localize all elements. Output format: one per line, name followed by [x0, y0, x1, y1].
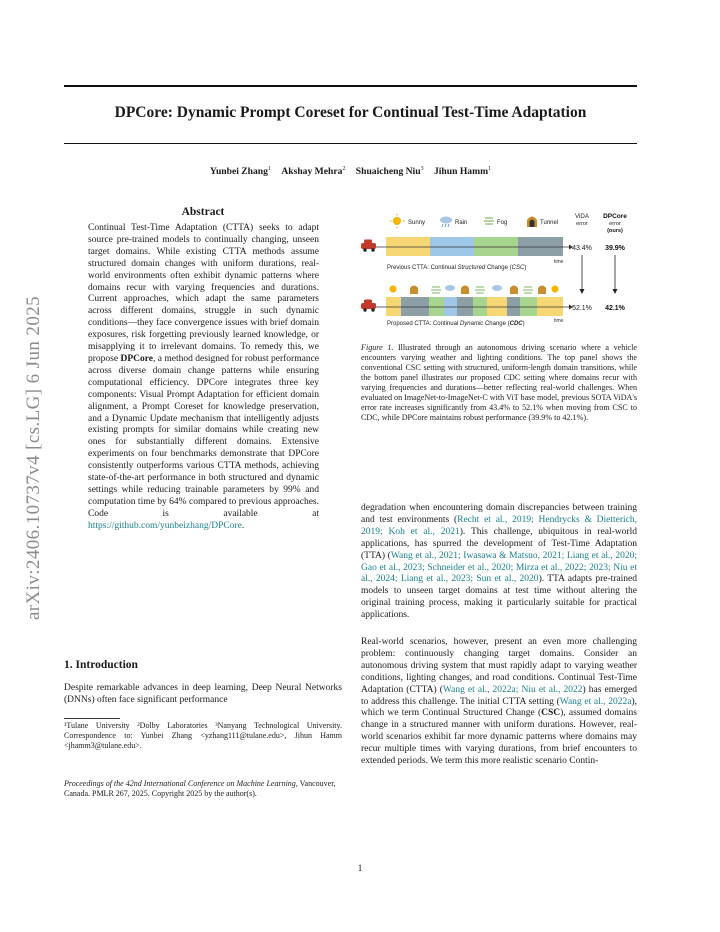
cdc-dpcore-error: 42.1%	[605, 305, 625, 312]
vida-column-subheader: error	[576, 221, 588, 227]
cdc-timeline	[376, 297, 573, 316]
sun-icon	[390, 214, 405, 229]
citation-link[interactable]: Wang et al., 2022a	[559, 696, 632, 707]
csc-vida-error: 43.4%	[572, 245, 592, 252]
intro-paragraph: Despite remarkable advances in deep learning, Deep Neural Networks (DNNs) often face significant performance	[64, 683, 342, 705]
abstract-heading: Abstract	[181, 206, 225, 218]
title-bottom-rule	[64, 143, 637, 144]
segment-tunnel	[518, 237, 563, 256]
code-link[interactable]: https://github.com/yunbeizhang/DPCore	[88, 520, 242, 531]
legend-tunnel: Tunnel	[540, 220, 559, 226]
dpcore-column-header: DPCore	[603, 213, 627, 220]
csc-timeline	[376, 237, 573, 256]
cdc-time-label: time	[554, 318, 564, 324]
cdc-domain-icons	[390, 285, 559, 294]
citation-link[interactable]: Recht et al., 2019; Hendrycks & Dietterich, 2019; Koh et al., 2021	[361, 514, 637, 537]
abstract-text: Continual Test-Time Adaptation (CTTA) seeks to adapt source pre-trained models to continually changing, unseen target domains. While existing CTTA methods assume structured domain changes with uniform durations, real-world environments often exhibit dynamic patterns where domains recur with varying frequencies and durations. Current approaches, which adapt the same parameters across different domains, struggle in such dynamic conditions—they face convergence issues with brief domain exposures, risk forgetting previously learned knowledge, or misapplying it to irrelevant domains. To remedy this, we propose DPCore, a method designed for robust performance across diverse domain change patterns while ensuring computational efficiency. DPCore integrates three key components: Visual Prompt Adaptation for efficient domain alignment, a Prompt Coreset for knowledge preservation, and a Dynamic Update mechanism that intelligently adjusts existing prompts for similar domains while creating new ones for substantially different domains. Extensive experiments on four benchmarks demonstrate that DPCore consistently outperforms various CTTA methods, achieving state-of-the-art performance in both structured and dynamic settings while reducing trainable parameters by 99% and computation time by 64% compared to previous approaches. Code is available at https://github.com/yunbeizhang/DPCore.	[88, 223, 319, 531]
rain-cloud-icon	[440, 217, 452, 228]
author: Akshay Mehra$^2$	[281, 166, 346, 177]
segment-sunny	[386, 237, 430, 256]
csc-label: Previous CTTA: Continual Structured Change (CSC)	[387, 265, 527, 271]
intro-paragraph-2: Real-world scenarios, however, present an even more challenging problem: continuously changing target domains. Consider an autonomous driving system that must rapidly adapt to varying weather conditions, lighting changes, and road conditions. Continual Test-Time Adaptation (CTTA) (Wang et al., 2022a; Niu et al., 2022) has emerged to address this challenge. The initial CTTA setting (Wang et al., 2022a), which we term Continual Structured Change (CSC), assumed domains change in a structured manner with uniform durations. However, real-world scenarios exhibit far more dynamic patterns where domains may recur multiple times with varying durations, from brief encounters to extended periods. We term this more realistic scenario Contin-	[361, 637, 638, 767]
page-number: 1	[357, 864, 363, 874]
figure-caption: Figure 1. Illustrated through an autonomous driving scenario where a vehicle encounters varying weather and lighting conditions. The top panel shows the conventional CSC setting with structured, uniform-length domain transitions, while the bottom panel illustrates our proposed CDC setting where domains recur with varying frequencies and durations—better reflecting real-world challenges. When evaluated on ImageNet-to-ImageNet-C with ViT base model, previous SOTA ViDA's error rate increases significantly from 43.4% to 52.1% when moving from CSC to CDC, while DPCore maintains robust performance (39.9% to 42.1%).	[361, 343, 637, 422]
legend-rain: Rain	[455, 220, 468, 226]
segment-rain	[430, 237, 474, 256]
fog-icon	[484, 218, 494, 224]
author: Shuaicheng Niu$^3$	[355, 166, 424, 177]
author: Jihun Hamm$^1$	[433, 166, 492, 177]
cdc-label: Proposed CTTA: Continual Dynamic Change (CDC)	[387, 321, 525, 327]
domain-change-diagram	[358, 208, 638, 330]
dpcore-ours-tag: (ours)	[607, 228, 623, 234]
intro-paragraph-continued: degradation when encountering domain discrepancies between training and test environments (Recht et al., 2019; Hendrycks & Dietterich, 2019; Koh et al., 2021). This challenge, ubiquitous in real-world applications, has spurred the development of Test-Time Adaptation (TTA) (Wang et al., 2021; Iwasawa & Matsuo, 2021; Liang et al., 2020; Gao et al., 2023; Schneider et al., 2020; Mirza et al., 2022; 2023; Niu et al., 2024; Liang et al., 2023; Sun et al., 2020). TTA adapts pre-trained models to unseen target domains at test time without altering the original training process, making it particularly suitable for practical applications.	[361, 503, 637, 621]
vida-column-header: ViDA	[575, 213, 589, 220]
cdc-vida-error: 52.1%	[572, 305, 592, 312]
author-list	[64, 166, 637, 177]
csc-dpcore-error: 39.9%	[605, 245, 625, 252]
car-icon	[361, 300, 376, 312]
title-top-rule	[64, 85, 637, 87]
tunnel-icon	[527, 217, 537, 228]
citation-link[interactable]: Wang et al., 2022a; Niu et al., 2022	[442, 684, 583, 695]
affiliations-footnote: ¹Tulane University ²Dolby Laboratories ³Nanyang Technological University. Correspondence to: Yunbei Zhang <yzhang111@tulane.edu>, Jihun Hamm <jhamm3@tulane.edu>.	[64, 721, 342, 750]
citation-link[interactable]: Wang et al., 2021; Iwasawa & Matsuo, 2021; Liang et al., 2020; Gao et al., 2023; Schneider et al., 2020; Mirza et al., 2022; 2023; Niu et al., 2024; Liang et al., 2023; Sun et al., 2020	[361, 550, 637, 585]
proceedings-note: Proceedings of the 42nd International Conference on Machine Learning, Vancouver, Canada. PMLR 267, 2025. Copyright 2025 by the author(s).	[64, 779, 336, 798]
paper-title: DPCore: Dynamic Prompt Coreset for Continual Test-Time Adaptation	[114, 104, 587, 121]
segment-fog	[474, 237, 518, 256]
legend-sunny: Sunny	[408, 220, 426, 226]
author: Yunbei Zhang$^1$	[209, 166, 271, 177]
legend-fog: Fog	[497, 220, 508, 226]
arxiv-stamp: arXiv:2406.10737v4 [cs.LG] 6 Jun 2025	[23, 295, 44, 621]
section-heading: 1. Introduction	[64, 659, 138, 671]
footnote-rule	[64, 718, 120, 719]
csc-time-label: time	[554, 259, 564, 265]
dpcore-column-subheader: error	[609, 221, 621, 227]
trend-arrows	[580, 255, 618, 294]
figure-1	[358, 208, 638, 330]
car-icon	[361, 240, 376, 252]
